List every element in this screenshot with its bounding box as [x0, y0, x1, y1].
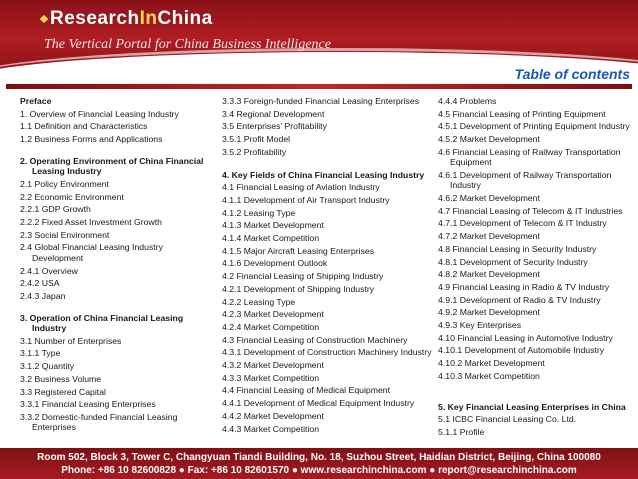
toc-entry: 2.3 Social Environment: [20, 229, 110, 240]
toc-entry: 4.6.1 Development of Railway Transportation Industry: [438, 169, 612, 191]
toc-entry: 4.5.1 Development of Printing Equipment Industry: [438, 121, 630, 132]
toc-entry: 3.3.3 Foreign-funded Financial Leasing Enterprises: [222, 96, 420, 106]
toc-entry: 4.4 Financial Leasing of Medical Equipment: [222, 385, 391, 396]
toc-entry: 4.7 Financial Leasing of Telecom & IT Industries: [438, 205, 623, 216]
toc-entry: 4.10.3 Market Competition: [438, 370, 540, 381]
page-title: Table of contents: [514, 66, 630, 82]
toc-entry: 2.2.2 Fixed Asset Investment Growth: [20, 217, 162, 228]
toc-column-1: [20, 96, 212, 435]
toc-entry: 4.2.2 Leasing Type: [222, 296, 296, 307]
toc-chapter-heading: 4. Key Fields of China Financial Leasing Industry: [222, 169, 425, 180]
toc-entry: 4.1.5 Major Aircraft Leasing Enterprises: [222, 245, 375, 256]
toc-entry: 2.2.1 GDP Growth: [20, 204, 91, 215]
toc-entry: 1.2 Business Forms and Applications: [20, 134, 163, 145]
toc-entry: 4.7.1 Development of Telecom & IT Industry: [438, 218, 607, 229]
toc-entry: 1.1 Definition and Characteristics: [20, 121, 148, 132]
logo: [41, 7, 213, 31]
toc-entry: 4.6.2 Market Development: [438, 193, 540, 204]
toc-entry: 4.8.1 Development of Security Industry: [438, 256, 588, 267]
toc-entry: 4.1.4 Market Competition: [222, 233, 320, 244]
toc-chapter-heading: Preface: [20, 96, 52, 106]
logo-mark-icon: [40, 15, 48, 23]
toc-entry: 2.4.2 USA: [20, 278, 60, 289]
toc-entry: 4.1.6 Development Outlook: [222, 258, 328, 269]
toc-entry: 4.4.1 Development of Medical Equipment Industry: [222, 398, 415, 409]
toc-entry: 2.4.1 Overview: [20, 265, 78, 276]
toc-entry: 4.4.2 Market Development: [222, 410, 324, 421]
toc-entry: 4.3 Financial Leasing of Construction Machinery: [222, 334, 408, 345]
toc-entry: 4.9 Financial Leasing in Radio & TV Industry: [438, 281, 610, 292]
toc-entry: 4.4.3 Market Competition: [222, 423, 320, 434]
toc-entry: 4.9.2 Market Development: [438, 307, 540, 318]
toc-entry: 3.5 Enterprises’ Profitability: [222, 121, 327, 132]
toc-entry: 4.2.1 Development of Shipping Industry: [222, 283, 375, 294]
toc-entry: 4.5 Financial Leasing of Printing Equipment: [438, 108, 606, 119]
toc-entry: 3.1.1 Type: [20, 348, 61, 359]
toc-entry: 2.4.3 Japan: [20, 290, 66, 301]
logo-text-research: Research: [50, 8, 140, 29]
logo-text-in: In: [139, 8, 158, 29]
toc-entry: 1. Overview of Financial Leasing Industry: [20, 108, 179, 119]
toc-entry: 4.6 Financial Leasing of Railway Transportation Equipment: [438, 146, 621, 168]
toc-entry: 3.3.1 Financial Leasing Enterprises: [20, 399, 156, 410]
toc-entry: 4.1 Financial Leasing of Aviation Industry: [222, 182, 380, 193]
toc-entry: 4.1.3 Market Development: [222, 220, 324, 231]
toc-spacer: [222, 160, 434, 170]
toc-chapter-heading: 3. Operation of China Financial Leasing Industry: [20, 312, 184, 334]
toc-entry: 3.3 Registered Capital: [20, 386, 106, 397]
footer-address: Room 502, Block 3, Tower C, Changyuan Tiandi Building, No. 18, Suzhou Street, Haidian District, Beijing, China 100080: [37, 452, 601, 463]
toc-entry: 4.1.2 Leasing Type: [222, 207, 296, 218]
header-banner: [0, 0, 638, 70]
toc-entry: 3.2 Business Volume: [20, 373, 102, 384]
toc-column-2: [222, 96, 434, 436]
toc-entry: 4.2.4 Market Competition: [222, 321, 320, 332]
toc-spacer: [438, 384, 634, 402]
toc-entry: 5.1 ICBC Financial Leasing Co. Ltd.: [438, 414, 577, 425]
footer: [0, 448, 638, 479]
toc-entry: 4.7.2 Market Development: [438, 231, 540, 242]
toc-entry: 3.1.2 Quantity: [20, 361, 75, 372]
toc-entry: 4.3.1 Development of Construction Machinery Industry: [222, 347, 432, 358]
logo-text: [50, 8, 213, 30]
toc-entry: 4.10.2 Market Development: [438, 358, 545, 369]
toc-entry: 4.8.2 Market Development: [438, 269, 540, 280]
toc-entry: 4.1.1 Development of Air Transport Industry: [222, 194, 390, 205]
toc-entry: 4.2 Financial Leasing of Shipping Industry: [222, 271, 384, 282]
toc-entry: 4.9.1 Development of Radio & TV Industry: [438, 294, 601, 305]
tagline: The Vertical Portal for China Business Intelligence: [44, 37, 331, 52]
toc-entry: 3.4 Regional Development: [222, 108, 325, 119]
toc-chapter-heading: 5. Key Financial Leasing Enterprises in China: [438, 401, 626, 412]
toc-entry: 4.9.3 Key Enterprises: [438, 320, 522, 331]
title-divider: [6, 84, 632, 89]
toc-entry: 4.5.2 Market Development: [438, 134, 540, 145]
toc-entry: 4.2.3 Market Development: [222, 309, 324, 320]
toc-entry: 3.5.2 Profitability: [222, 146, 287, 157]
toc-entry: 2.2 Economic Environment: [20, 191, 124, 202]
toc-entry: 5.1.1 Profile: [438, 426, 485, 437]
footer-contact: Phone: +86 10 82600828 ● Fax: +86 10 82601570 ● www.researchinchina.com ● report@researchinchina.com: [61, 465, 577, 476]
toc-entry: 4.10 Financial Leasing in Automotive Industry: [438, 332, 613, 343]
toc-entry: 3.1 Number of Enterprises: [20, 335, 122, 346]
toc-chapter-heading: 2. Operating Environment of China Financial Leasing Industry: [20, 155, 204, 177]
toc-spacer: [20, 147, 212, 156]
toc-entry: 4.10.1 Development of Automobile Industry: [438, 345, 605, 356]
toc-entry: 4.3.3 Market Competition: [222, 372, 320, 383]
toc-entry: 4.8 Financial Leasing in Security Industry: [438, 243, 597, 254]
toc-spacer: [20, 304, 212, 313]
toc-entry: 4.4.4 Problems: [438, 96, 497, 106]
toc-entry: 3.3.2 Domestic-funded Financial Leasing Enterprises: [20, 411, 178, 433]
toc-entry: 3.5.1 Profit Model: [222, 134, 291, 145]
toc-column-3: [438, 96, 634, 440]
logo-text-china: China: [157, 8, 213, 29]
toc-entry: 4.3.2 Market Development: [222, 360, 324, 371]
toc-entry: 2.1 Policy Environment: [20, 178, 109, 189]
toc-entry: 2.4 Global Financial Leasing Industry Development: [20, 242, 163, 263]
